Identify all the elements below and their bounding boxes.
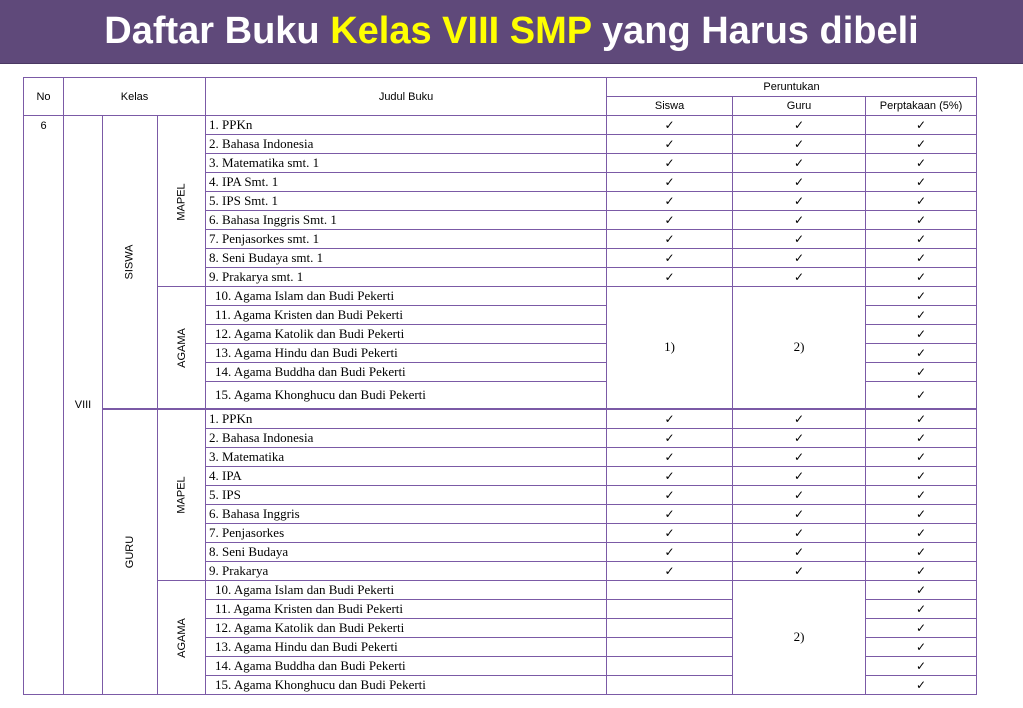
check-guru: ✓ — [733, 561, 866, 580]
check-perpustakaan: ✓ — [866, 485, 977, 504]
check-siswa: ✓ — [607, 173, 733, 192]
check-guru: ✓ — [733, 173, 866, 192]
check-guru: ✓ — [733, 192, 866, 211]
header-peruntukan: Peruntukan — [607, 78, 977, 97]
check-perpustakaan: ✓ — [866, 154, 977, 173]
header-no: No — [24, 78, 64, 116]
check-perpustakaan: ✓ — [866, 504, 977, 523]
check-perpustakaan: ✓ — [866, 382, 977, 409]
check-siswa: ✓ — [607, 230, 733, 249]
check-perpustakaan: ✓ — [866, 409, 977, 429]
check-guru: ✓ — [733, 523, 866, 542]
check-perpustakaan: ✓ — [866, 344, 977, 363]
table-body — [24, 78, 977, 695]
book-title: 6. Bahasa Inggris Smt. 1 — [206, 211, 607, 230]
check-perpustakaan: ✓ — [866, 268, 977, 287]
book-title: 14. Agama Buddha dan Budi Pekerti — [206, 656, 607, 675]
book-title: 1. PPKn — [206, 116, 607, 135]
check-perpustakaan: ✓ — [866, 656, 977, 675]
check-perpustakaan: ✓ — [866, 618, 977, 637]
book-title: 2. Bahasa Indonesia — [206, 135, 607, 154]
book-title: 1. PPKn — [206, 409, 607, 429]
siswa-group-label-label: SISWA — [123, 244, 136, 280]
check-perpustakaan: ✓ — [866, 192, 977, 211]
check-guru: ✓ — [733, 466, 866, 485]
check-siswa: ✓ — [607, 249, 733, 268]
book-title: 10. Agama Islam dan Budi Pekerti — [206, 287, 607, 306]
book-title: 10. Agama Islam dan Budi Pekerti — [206, 580, 607, 599]
check-guru: ✓ — [733, 485, 866, 504]
header-kelas: Kelas — [64, 78, 206, 116]
check-siswa: ✓ — [607, 192, 733, 211]
check-perpustakaan: ✓ — [866, 116, 977, 135]
check-guru: ✓ — [733, 230, 866, 249]
check-guru: ✓ — [733, 504, 866, 523]
empty-siswa — [607, 618, 733, 637]
check-siswa: ✓ — [607, 268, 733, 287]
mapel-group-label-label: MAPEL — [175, 182, 188, 221]
agama-group-label-label: AGAMA — [175, 327, 188, 368]
book-title: 8. Seni Budaya — [206, 542, 607, 561]
book-title: 6. Bahasa Inggris — [206, 504, 607, 523]
book-title: 9. Prakarya smt. 1 — [206, 268, 607, 287]
check-siswa: ✓ — [607, 523, 733, 542]
check-perpustakaan: ✓ — [866, 211, 977, 230]
table-row — [24, 580, 977, 599]
check-siswa: ✓ — [607, 154, 733, 173]
check-perpustakaan: ✓ — [866, 428, 977, 447]
empty-siswa — [607, 656, 733, 675]
check-perpustakaan: ✓ — [866, 306, 977, 325]
header-judul-buku: Judul Buku — [206, 78, 607, 116]
empty-siswa — [607, 580, 733, 599]
header-guru: Guru — [733, 97, 866, 116]
check-perpustakaan: ✓ — [866, 325, 977, 344]
mapel-group-label — [158, 116, 206, 287]
note-siswa: 1) — [607, 287, 733, 409]
title-highlight: Kelas VIII SMP — [330, 10, 592, 52]
check-perpustakaan: ✓ — [866, 561, 977, 580]
check-perpustakaan: ✓ — [866, 447, 977, 466]
check-siswa: ✓ — [607, 428, 733, 447]
book-title: 13. Agama Hindu dan Budi Pekerti — [206, 637, 607, 656]
check-perpustakaan: ✓ — [866, 363, 977, 382]
check-siswa: ✓ — [607, 504, 733, 523]
book-title: 7. Penjasorkes — [206, 523, 607, 542]
table-row — [24, 409, 977, 429]
book-title: 4. IPA Smt. 1 — [206, 173, 607, 192]
book-title: 12. Agama Katolik dan Budi Pekerti — [206, 325, 607, 344]
book-title: 11. Agama Kristen dan Budi Pekerti — [206, 599, 607, 618]
check-guru: ✓ — [733, 154, 866, 173]
check-perpustakaan: ✓ — [866, 173, 977, 192]
check-perpustakaan: ✓ — [866, 287, 977, 306]
check-perpustakaan: ✓ — [866, 135, 977, 154]
table-row — [24, 116, 977, 135]
empty-siswa — [607, 599, 733, 618]
book-title: 3. Matematika smt. 1 — [206, 154, 607, 173]
book-list-table — [23, 77, 977, 695]
book-title: 15. Agama Khonghucu dan Budi Pekerti — [206, 382, 607, 409]
agama-group-label — [158, 287, 206, 409]
book-title: 13. Agama Hindu dan Budi Pekerti — [206, 344, 607, 363]
check-perpustakaan: ✓ — [866, 599, 977, 618]
check-guru: ✓ — [733, 135, 866, 154]
check-siswa: ✓ — [607, 409, 733, 429]
no-cell: 6 — [24, 116, 64, 695]
header-siswa: Siswa — [607, 97, 733, 116]
check-siswa: ✓ — [607, 485, 733, 504]
book-title: 15. Agama Khonghucu dan Budi Pekerti — [206, 675, 607, 694]
guru-group-label — [103, 409, 158, 695]
check-perpustakaan: ✓ — [866, 466, 977, 485]
note-guru: 2) — [733, 287, 866, 409]
check-guru: ✓ — [733, 428, 866, 447]
book-title: 11. Agama Kristen dan Budi Pekerti — [206, 306, 607, 325]
mapel-group-label — [158, 409, 206, 581]
note-guru: 2) — [733, 580, 866, 694]
check-siswa: ✓ — [607, 116, 733, 135]
check-siswa: ✓ — [607, 211, 733, 230]
agama-group-label-label: AGAMA — [175, 617, 188, 658]
check-perpustakaan: ✓ — [866, 542, 977, 561]
book-title: 5. IPS Smt. 1 — [206, 192, 607, 211]
check-siswa: ✓ — [607, 135, 733, 154]
book-title: 14. Agama Buddha dan Budi Pekerti — [206, 363, 607, 382]
check-perpustakaan: ✓ — [866, 523, 977, 542]
empty-siswa — [607, 637, 733, 656]
book-title: 2. Bahasa Indonesia — [206, 428, 607, 447]
check-siswa: ✓ — [607, 466, 733, 485]
book-title: 3. Matematika — [206, 447, 607, 466]
agama-group-label — [158, 580, 206, 694]
page-title — [0, 0, 1023, 63]
title-part-2: yang Harus dibeli — [591, 10, 919, 52]
check-guru: ✓ — [733, 249, 866, 268]
table-row — [24, 287, 977, 306]
check-perpustakaan: ✓ — [866, 637, 977, 656]
book-title: 7. Penjasorkes smt. 1 — [206, 230, 607, 249]
header-row — [24, 78, 977, 97]
book-title: 9. Prakarya — [206, 561, 607, 580]
check-guru: ✓ — [733, 447, 866, 466]
book-title: 12. Agama Katolik dan Budi Pekerti — [206, 618, 607, 637]
title-part-1: Daftar Buku — [104, 10, 331, 52]
empty-siswa — [607, 675, 733, 694]
check-perpustakaan: ✓ — [866, 580, 977, 599]
kelas-cell: VIII — [64, 116, 103, 695]
check-guru: ✓ — [733, 268, 866, 287]
guru-group-label-label: GURU — [123, 535, 136, 569]
check-perpustakaan: ✓ — [866, 230, 977, 249]
siswa-group-label — [103, 116, 158, 409]
book-title: 8. Seni Budaya smt. 1 — [206, 249, 607, 268]
check-siswa: ✓ — [607, 561, 733, 580]
header-perpustakaan: Perptakaan (5%) — [866, 97, 977, 116]
check-guru: ✓ — [733, 211, 866, 230]
check-perpustakaan: ✓ — [866, 249, 977, 268]
check-perpustakaan: ✓ — [866, 675, 977, 694]
book-title: 5. IPS — [206, 485, 607, 504]
check-guru: ✓ — [733, 116, 866, 135]
check-siswa: ✓ — [607, 447, 733, 466]
book-title: 4. IPA — [206, 466, 607, 485]
mapel-group-label-label: MAPEL — [175, 476, 188, 514]
check-guru: ✓ — [733, 409, 866, 429]
check-siswa: ✓ — [607, 542, 733, 561]
check-guru: ✓ — [733, 542, 866, 561]
